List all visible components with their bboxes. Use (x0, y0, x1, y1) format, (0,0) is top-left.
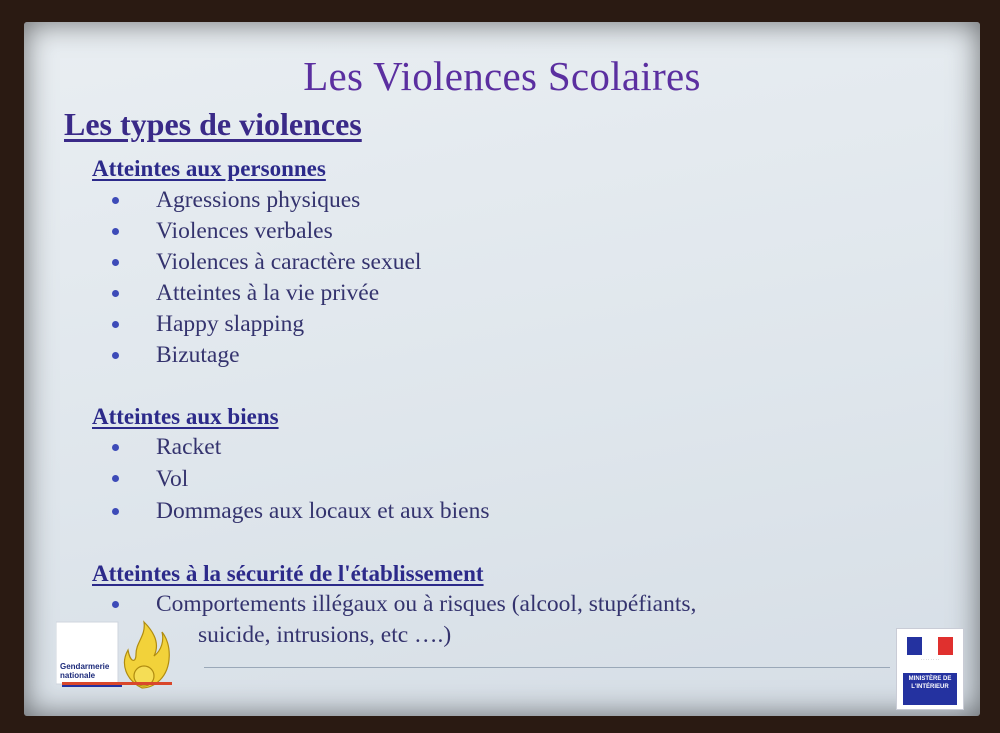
list-item: Violences à caractère sexuel (110, 247, 421, 278)
list-biens (110, 432, 489, 527)
grenade-flame-icon (56, 618, 176, 694)
french-flag-icon (907, 637, 953, 655)
ministere-interieur-logo: · · · · · · · · MINISTÈRE DE L'INTÉRIEUR (896, 628, 964, 710)
list-item: Happy slapping (110, 309, 421, 340)
section-heading-biens: Atteintes aux biens (92, 404, 279, 429)
list-item: Bizutage (110, 340, 421, 371)
slide-title: Les Violences Scolaires (303, 53, 701, 99)
gendarmerie-logo (56, 618, 176, 694)
bullet-icon (112, 321, 119, 328)
bullet-icon (112, 290, 119, 297)
gendarmerie-logo-text: Gendarmerie nationale (60, 662, 110, 680)
list-personnes (110, 185, 421, 371)
bullet-icon (112, 197, 119, 204)
bullet-icon (112, 352, 119, 359)
slide (24, 22, 980, 716)
list-item: Violences verbales (110, 216, 421, 247)
list-securite (110, 589, 696, 651)
slide-subtitle: Les types de violences (64, 106, 362, 142)
section-heading-securite: Atteintes à la sécurité de l'établissement (92, 561, 484, 586)
ministere-label: MINISTÈRE DE L'INTÉRIEUR (903, 673, 957, 705)
list-item: Comportements illégaux ou à risques (alcool, stupéfiants, (110, 589, 696, 620)
bullet-icon (112, 475, 119, 482)
bullet-icon (112, 259, 119, 266)
bullet-icon (112, 228, 119, 235)
list-item: Vol (110, 463, 489, 496)
list-item: Dommages aux locaux et aux biens (110, 496, 489, 527)
bullet-icon (112, 601, 119, 608)
list-item: Agressions physiques (110, 185, 421, 216)
list-item: Atteintes à la vie privée (110, 278, 421, 309)
list-item-continuation: suicide, intrusions, etc ….) (198, 622, 452, 648)
section-heading-personnes: Atteintes aux personnes (92, 156, 326, 181)
bullet-icon (112, 444, 119, 451)
list-item: Racket (110, 432, 489, 463)
footer-divider (204, 667, 890, 668)
bullet-icon (112, 508, 119, 515)
